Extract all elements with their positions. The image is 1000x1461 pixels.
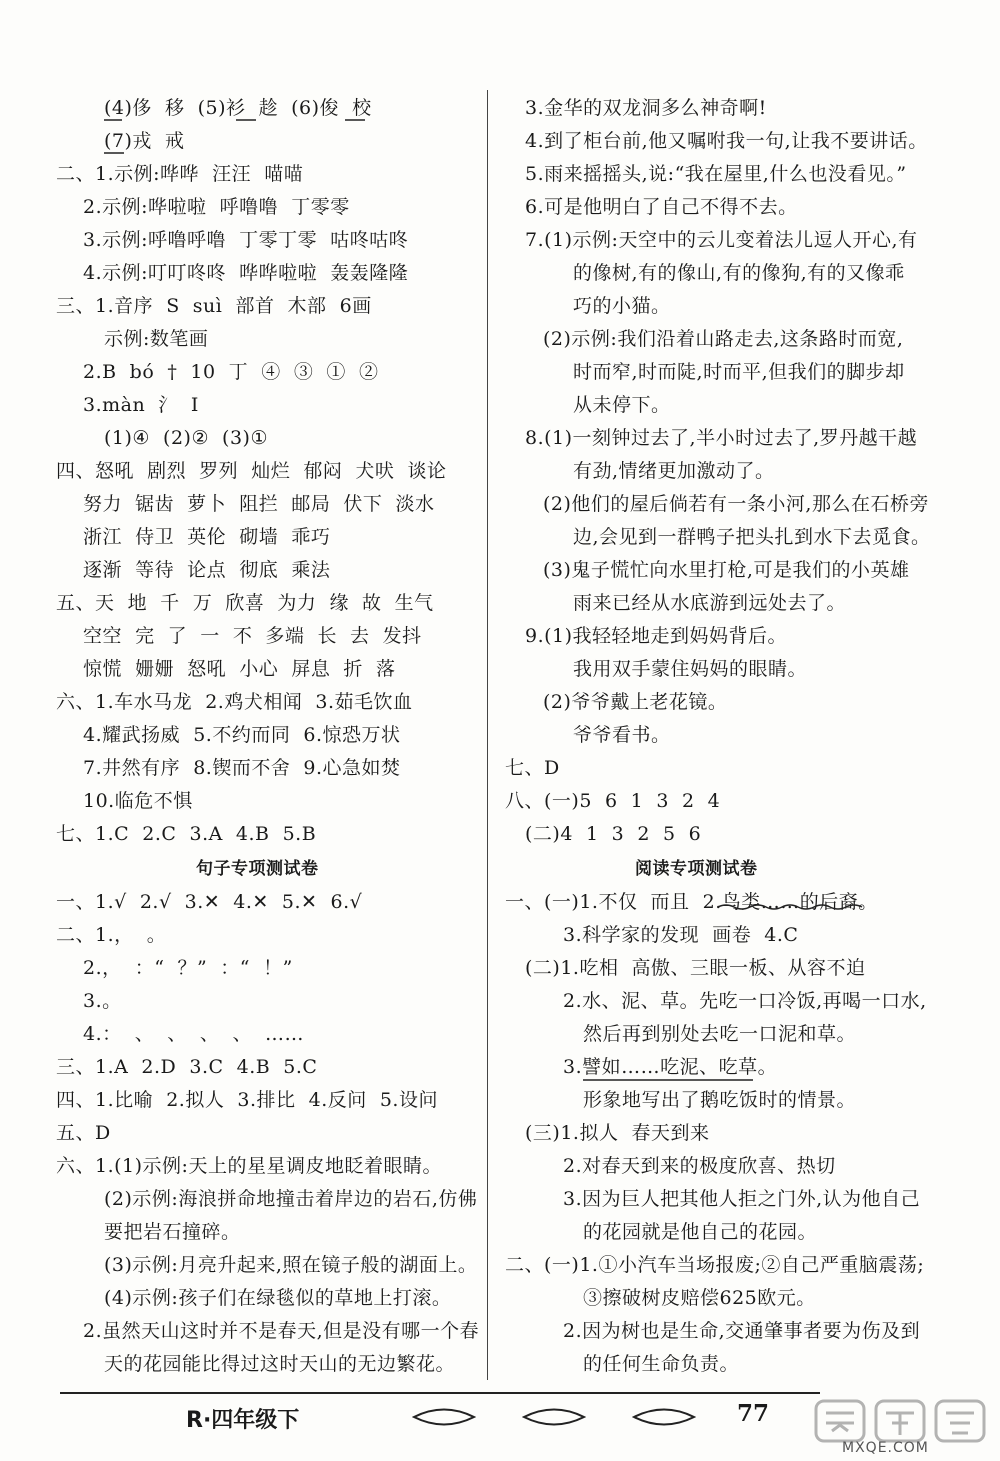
text-line: (二)1.吃相 高傲、三眼一板、从容不迫 xyxy=(525,957,866,979)
text-line: 3.金华的双龙洞多么神奇啊! xyxy=(525,97,767,119)
text-line: (3)示例:月亮升起来,照在镜子般的湖面上。 xyxy=(104,1254,478,1276)
section-heading: 句子专项测试卷 xyxy=(196,859,319,879)
diamond-ornament-icon xyxy=(412,1406,476,1428)
text-line: 巧的小猫。 xyxy=(573,295,671,317)
text-line: 然后再到别处去吃一口泥和草。 xyxy=(583,1023,857,1045)
text-line: 3.màn 氵 I xyxy=(83,394,199,416)
text-line: (3)鬼子慌忙向水里打枪,可是我们的小英雄 xyxy=(543,559,910,581)
text-line: (三)1.拟人 春天到来 xyxy=(525,1122,710,1144)
text-line: 努力 锯齿 萝卜 阻拦 邮局 伏下 淡水 xyxy=(83,493,435,515)
watermark-text: MXQE.COM xyxy=(842,1440,929,1456)
text-line: 三、1.音序 S suì 部首 木部 6画 xyxy=(56,295,372,317)
text-line: 2.， ：“ ？” ：“ ！” xyxy=(83,957,293,979)
text-line: 8.(1)一刻钟过去了,半小时过去了,罗丹越干越 xyxy=(525,427,918,449)
text-line: 七、1.C 2.C 3.A 4.B 5.B xyxy=(56,823,317,845)
text-line: 的任何生命负责。 xyxy=(583,1353,740,1375)
text-line: 形象地写出了鹅吃饭时的情景。 xyxy=(583,1089,857,1111)
text-line: 6.可是他明白了自己不得不去。 xyxy=(525,196,798,218)
text-line: 七、D xyxy=(505,757,560,779)
text-line: 二、(一)1.①小汽车当场报废;②自己严重脑震荡; xyxy=(505,1254,925,1276)
text-line: 雨来已经从水底游到远处去了。 xyxy=(573,592,847,614)
diamond-ornament-icon xyxy=(632,1406,696,1428)
text-line: 4.耀武扬威 5.不约而同 6.惊恐万状 xyxy=(83,724,401,746)
text-line: 六、1.车水马龙 2.鸡犬相闻 3.茹毛饮血 xyxy=(56,691,413,713)
text-line: 4.到了柜台前,他又嘱咐我一句,让我不要讲话。 xyxy=(525,130,928,152)
text-line: 五、天 地 千 万 欣喜 为力 缘 故 生气 xyxy=(56,592,434,614)
text-line: (4)示例:孩子们在绿毯似的草地上打滚。 xyxy=(104,1287,452,1309)
text-line: 7.(1)示例:天空中的云儿变着法儿逗人开心,有 xyxy=(525,229,918,251)
text-line: 二、1.示例:哗哗 汪汪 喵喵 xyxy=(56,163,304,185)
text-line: 空空 完 了 一 不 多端 长 去 发抖 xyxy=(83,625,422,647)
section-heading: 阅读专项测试卷 xyxy=(635,859,758,879)
text-line: 2.示例:哗啦啦 呼噜噜 丁零零 xyxy=(83,196,350,218)
text-line: 要把岩石撞碎。 xyxy=(104,1221,241,1243)
text-line: 六、1.(1)示例:天上的星星调皮地眨着眼睛。 xyxy=(56,1155,442,1177)
text-line: 八、(一)5 6 1 3 2 4 xyxy=(505,790,721,812)
text-line: 7.井然有序 8.锲而不舍 9.心急如焚 xyxy=(83,757,401,779)
text-line: 从未停下。 xyxy=(573,394,671,416)
text-line: 四、怒吼 剧烈 罗列 灿烂 郁闷 犬吠 谈论 xyxy=(56,460,447,482)
text-line: 10.临危不惧 xyxy=(83,790,193,812)
text-line: 爷爷看书。 xyxy=(573,724,671,746)
text-line: 五、D xyxy=(56,1122,111,1144)
text-line: 2.虽然天山这时并不是春天,但是没有哪一个春 xyxy=(83,1320,480,1342)
text-line: 一、(一)1.不仅 而且 2.鸟类……的后裔。 xyxy=(505,891,878,913)
text-line: 9.(1)我轻轻地走到妈妈背后。 xyxy=(525,625,788,647)
text-line: (2)爷爷戴上老花镜。 xyxy=(543,691,728,713)
text-line: 惊慌 姗姗 怒吼 小心 屏息 折 落 xyxy=(83,658,396,680)
text-line: 我用双手蒙住妈妈的眼睛。 xyxy=(573,658,808,680)
text-line: (二)4 1 3 2 5 6 xyxy=(525,823,702,845)
page-number: 77 xyxy=(737,1400,770,1427)
text-line: 三、1.A 2.D 3.C 4.B 5.C xyxy=(56,1056,318,1078)
text-line: 4.： 、 、 、 、 …… xyxy=(83,1023,305,1045)
text-line: (2)示例:我们沿着山路走去,这条路时而宽, xyxy=(543,328,904,350)
text-line: 逐渐 等待 论点 彻底 乘法 xyxy=(83,559,331,581)
text-line: (4)侈 移 (5)衫 趁 (6)俊 校 xyxy=(104,97,372,119)
footer-rule xyxy=(60,1392,820,1394)
text-line: 5.雨来摇摇头,说:“我在屋里,什么也没看见。” xyxy=(525,163,907,185)
text-line: 4.示例:叮叮咚咚 哗哗啦啦 轰轰隆隆 xyxy=(83,262,409,284)
text-line: 3.譬如……吃泥、吃草。 xyxy=(563,1056,778,1078)
text-line: 2.对春天到来的极度欣喜、热切 xyxy=(563,1155,836,1177)
text-line: 2.水、泥、草。先吃一口冷饭,再喝一口水, xyxy=(563,990,927,1012)
text-line: 3.示例:呼噜呼噜 丁零丁零 咕咚咕咚 xyxy=(83,229,409,251)
text-line: (2)他们的屋后倘若有一条小河,那么在石桥旁 xyxy=(543,493,929,515)
text-line: 3.因为巨人把其他人拒之门外,认为他自己 xyxy=(563,1188,921,1210)
text-line: 四、1.比喻 2.拟人 3.排比 4.反问 5.设问 xyxy=(56,1089,438,1111)
text-line: 3.科学家的发现 画卷 4.C xyxy=(563,924,799,946)
text-line: ③擦破树皮赔偿625欧元。 xyxy=(583,1287,816,1309)
text-line: 的像树,有的像山,有的像狗,有的又像乖 xyxy=(573,262,905,284)
text-line: 二、1.， 。 xyxy=(56,924,167,946)
wavy-underline xyxy=(718,905,862,909)
text-line: (2)示例:海浪拼命地撞击着岸边的岩石,仿佛 xyxy=(104,1188,478,1210)
text-line: 时而窄,时而陡,时而平,但我们的脚步却 xyxy=(573,361,905,383)
text-line: (1)④ (2)② (3)① xyxy=(104,427,268,449)
grade-label: R·四年级下 xyxy=(186,1408,300,1433)
text-line: 一、1.√ 2.√ 3.✕ 4.✕ 5.✕ 6.√ xyxy=(56,891,363,913)
text-line: 有劲,情绪更加激动了。 xyxy=(573,460,775,482)
text-line: (7)戎 戒 xyxy=(104,130,185,152)
diamond-ornament-icon xyxy=(522,1406,586,1428)
text-line: 示例:数笔画 xyxy=(104,328,209,350)
text-line: 天的花园能比得过这时天山的无边繁花。 xyxy=(104,1353,456,1375)
text-line: 2.B bó † 10 丁 ④ ③ ① ② xyxy=(83,361,379,383)
text-line: 的花园就是他自己的花园。 xyxy=(583,1221,818,1243)
text-line: 3.。 xyxy=(83,990,122,1012)
text-line: 2.因为树也是生命,交通肇事者要为伤及到 xyxy=(563,1320,921,1342)
text-line: 浙江 侍卫 英伦 砌墙 乖巧 xyxy=(83,526,331,548)
text-line: 边,会见到一群鸭子把头扎到水下去觅食。 xyxy=(573,526,931,548)
